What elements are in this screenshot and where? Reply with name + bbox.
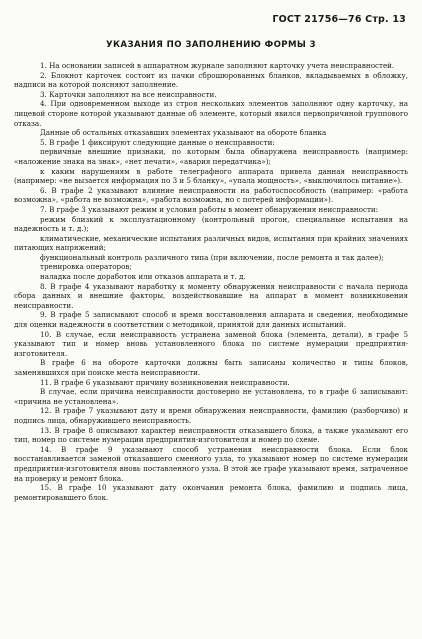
paragraph: В графе 6 на обороте карточки должны быть записаны количество и типы блоков, заменявшихся при поиске места неисправности. [14,358,408,377]
paragraph: первичные внешние признаки, по которым была обнаружена неисправность (например: «наложение знака на знак», «нет печати», «авария передатчика»); [14,147,408,166]
paragraph: к каким нарушениям в работе телеграфного аппарата привела данная неисправность (например: «не вызается информация по 3 и 5 бланку», «упала мощность», «выключилось питание»). [14,166,408,186]
paragraph: 11. В графе 6 указывают причину возникновения неисправности. [40,377,290,387]
paragraph: 15. В графе 10 указывают дату окончания ремонта блока, фамилию и подпись лица, ремонтировавшего блок. [14,483,408,502]
paragraph: 7. В графе 3 указывают режим и условия работы в момент обнаружения неисправности: [40,204,379,214]
paragraph: 4. При одновременном выходе из строя нескольких элементов заполняют одну карточку, на лицевой стороне которой указывают данные об элементе, который явился первопричиной группового отказа. [14,99,408,128]
paragraph: 3. Карточки заполняют на все неисправности. [40,89,217,99]
paragraph: режим близкий к эксплуатационному (контрольный прогон, специальные испытания на надежность и т. д.); [14,214,408,234]
paragraph: 12. В графе 7 указывают дату и время обнаружения неисправности, фамилию (разборчиво) и подпись лица, обнаружившего неисправность. [14,406,408,425]
paragraph: 13. В графе 8 описывают характер неисправности отказавшего блока, а также указывают его тип, номер по системе нумерации предприятия-изготовителя и номер по схеме. [14,425,408,445]
paragraph: тренировка операторов; [40,262,132,272]
paragraph: климатические, механические испытания различных видов, испытания при крайних значениях питающих напряжений; [14,233,408,253]
paragraph: В случае, если причина неисправности достоверно не установлена, то в графе 6 записывают: «причина не установлена». [14,387,408,406]
paragraph: функциональный контроль различного типа (при включении, после ремонта и так далее); [40,252,384,262]
paragraph: 14. В графе 9 указывают способ устранения неисправности блока. Если блок восстанавливается заменой отказавшего сменного узла, то указывают номер по системе нумерации предприятия-изготовителя вновь поставленного узла. В этой же графе указывают время, затраченное на проверку и ремонт блока. [14,444,408,483]
paragraph: 5. В графе 1 фиксируют следующие данные о неисправности: [40,137,275,147]
paragraph: наладка после доработок или отказов аппарата и т. д. [40,272,246,282]
paragraph: 9. В графе 5 записывают способ и время восстановления аппарата и сведения, необходимые для оценки надежности в соответствии с методикой, принятой для данных испытаний. [14,310,408,330]
section-title: УКАЗАНИЯ ПО ЗАПОЛНЕНИЮ ФОРМЫ 3 [105,40,316,50]
page-header: ГОСТ 21756—76 Стр. 13 [272,14,406,25]
paragraph: 10. В случае, если неисправность устранена заменой блока (элемента, детали), в графе 5 указывают тип и номер вновь установленного блока по системе нумерации предприятия-изготовителя. [14,329,408,358]
paragraph: 6. В графе 2 указывают влияние неисправности на работоспособность (например: «работа возможна», «работа не возможна», «работа возможна, но с потерей информации»). [14,185,408,205]
paragraph: 1. На основании записей в аппаратном журнале заполняют карточку учета неисправностей. [40,61,395,70]
document-body [14,61,408,502]
paragraph: 2. Блокнот карточек состоит из пачки сброшюрованных бланков, вкладываемых в обложку, надписи на которой поясняют заполнение. [14,70,408,90]
paragraph: 8. В графе 4 указывают наработку к моменту обнаружения неисправности с начала периода сбора данных и внешние факторы, воздействовавшие на аппарат в момент возникновения неисправности. [14,281,408,310]
paragraph: Данные об остальных отказавших элементах указывают на обороте бланка [40,128,327,138]
